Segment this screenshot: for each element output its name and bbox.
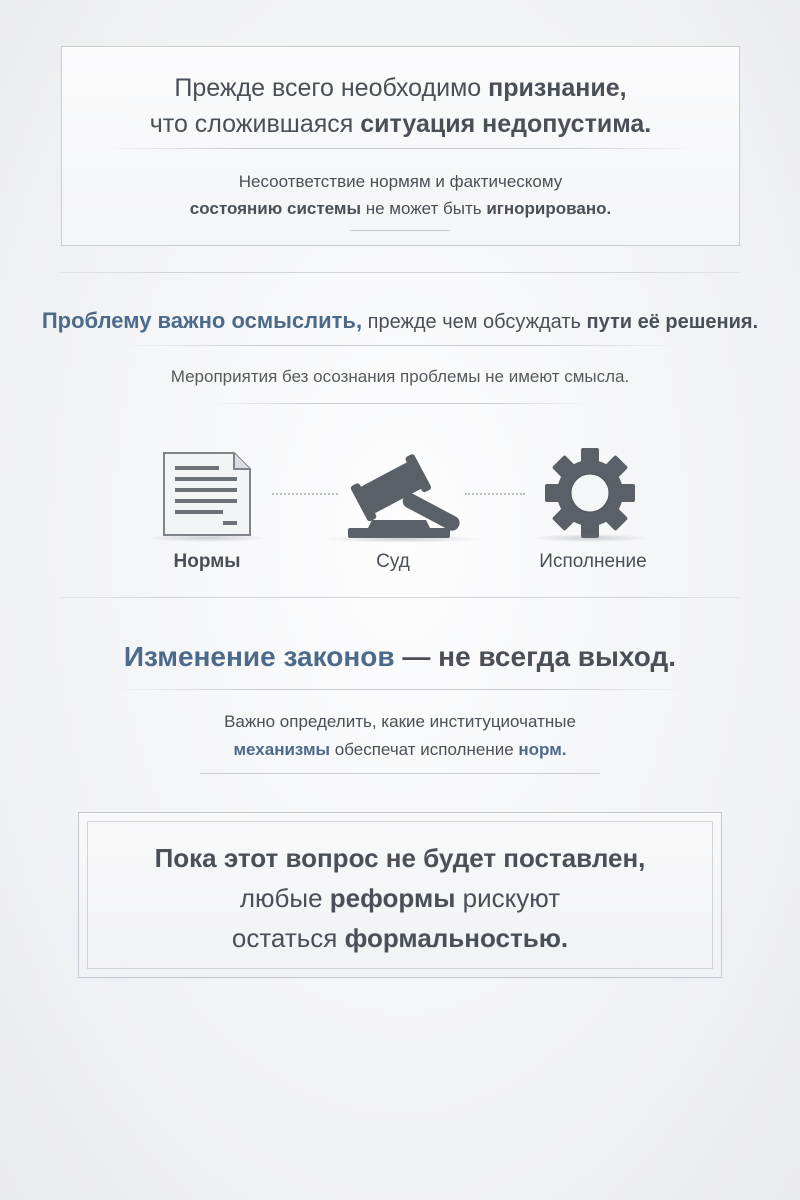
intro-divider [100, 148, 700, 149]
icon-label-court: Суд [376, 551, 410, 572]
section3-subtitle-line-2: механизмы обеспечат исполнение норм. [233, 740, 567, 759]
intro-subtitle-line-2: состоянию системы не может быть игнорировано. [189, 199, 612, 218]
document-icon [161, 450, 253, 538]
gavel-icon-shadow [322, 535, 482, 543]
section3-sub-divider [200, 773, 600, 774]
section2-title: Проблему важно осмыслить, прежде чем обсуждать пути её решения. [41, 308, 759, 333]
gavel-icon [344, 446, 472, 542]
conclusion-text [78, 838, 722, 958]
intro-title-line-2: что сложившаяся ситуация недопустима. [149, 110, 652, 138]
icon-label-norms: Нормы [173, 551, 241, 572]
section-separator-2 [60, 597, 740, 598]
document-icon-shadow [145, 534, 269, 542]
section2-divider [120, 345, 680, 346]
section3-subtitle [0, 708, 800, 764]
intro-subtitle-line-1: Несоответствие нормям и фактическому [238, 172, 563, 191]
conclusion-line-3: остаться формальностью. [231, 923, 569, 953]
section3-subtitle-line-1: Важно определить, какие институциочатные [224, 712, 576, 731]
conclusion-line-2: любые реформы рискуют [239, 883, 561, 913]
section-separator-1 [60, 272, 740, 273]
intro-sub-divider [350, 230, 450, 231]
conclusion-line-1: Пока этот вопрос не будет поставлен, [154, 843, 646, 873]
section2-subtitle: Мероприятия без осознания проблемы не имеют смысла. [170, 367, 630, 386]
connector-dots-2 [465, 493, 525, 495]
gear-icon [545, 448, 635, 538]
connector-dots-1 [272, 493, 338, 495]
intro-title-line-1: Прежде всего необходимо признание, [174, 74, 627, 102]
gear-icon-shadow [530, 534, 650, 542]
section3-divider [110, 689, 690, 690]
section2-sub-divider [210, 403, 590, 404]
icon-label-execution: Исполнение [539, 551, 647, 572]
section3-title: Изменение законов — не всегда выход. [123, 641, 677, 672]
intro-subtitle [61, 168, 740, 222]
intro-title [61, 70, 740, 142]
